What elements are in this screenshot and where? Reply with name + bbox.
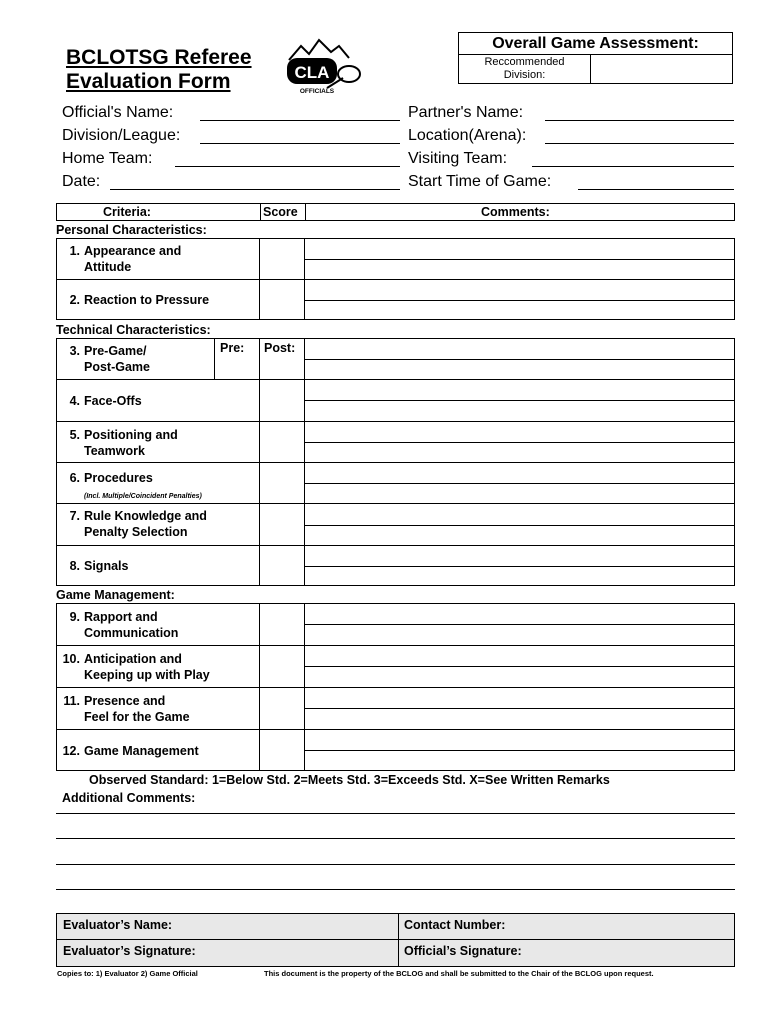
- criterion-6: 6. Procedures (Incl. Multiple/Coincident Penalties): [69, 471, 202, 500]
- criterion-9: 9. Rapport and Communication: [69, 610, 179, 640]
- criterion-11: 11. Presence and Feel for the Game: [63, 694, 190, 724]
- comment-line-4[interactable]: [56, 889, 735, 890]
- signature-table: [56, 913, 735, 967]
- comment-line-3[interactable]: [56, 864, 735, 865]
- score-cell-6[interactable]: [260, 463, 304, 503]
- score-header: Score: [263, 205, 298, 219]
- start-time-field[interactable]: [578, 189, 734, 190]
- score-cell-10[interactable]: [260, 646, 304, 687]
- comments-header: Comments:: [481, 205, 550, 219]
- criteria-header: Criteria:: [103, 205, 151, 219]
- recommended-line2: Division:: [503, 69, 546, 81]
- visiting-team-label: Visiting Team:: [408, 150, 508, 167]
- criterion-8: 8. Signals: [69, 559, 129, 573]
- score-cell-1[interactable]: [260, 239, 304, 279]
- section-personal: Personal Characteristics:: [56, 223, 207, 237]
- form-title-line1: BCLOTSG Referee: [66, 46, 252, 69]
- evaluator-name-label[interactable]: Evaluator’s Name:: [63, 918, 173, 932]
- procedures-note: (Incl. Multiple/Coincident Penalties): [84, 493, 202, 500]
- pre-label: Pre:: [220, 341, 245, 355]
- start-time-label: Start Time of Game:: [408, 173, 552, 190]
- criterion-10: 10. Anticipation and Keeping up with Play: [62, 652, 210, 682]
- copies-note: Copies to: 1) Evaluator 2) Game Official: [57, 969, 198, 978]
- cla-officials-logo: [283, 38, 365, 96]
- partners-name-field[interactable]: [545, 120, 734, 121]
- property-note: This document is the property of the BCLOG and shall be submitted to the Chair of the BCLOG upon request.: [264, 969, 654, 978]
- criterion-1: 1. Appearance and Attitude: [69, 244, 182, 274]
- location-field[interactable]: [545, 143, 734, 144]
- division-league-field[interactable]: [200, 143, 400, 144]
- form-title: [66, 46, 252, 94]
- recommended-line1: Reccommended: [484, 56, 565, 68]
- criterion-4: 4. Face-Offs: [69, 394, 142, 408]
- home-team-field[interactable]: [175, 166, 400, 167]
- criterion-5: 5. Positioning and Teamwork: [69, 428, 178, 458]
- officials-name-label: Official's Name:: [62, 104, 174, 121]
- score-cell-11[interactable]: [260, 688, 304, 729]
- comment-line-2[interactable]: [56, 838, 735, 839]
- section-game: Game Management:: [56, 588, 175, 602]
- score-cell-9[interactable]: [260, 604, 304, 645]
- score-cell-4[interactable]: [260, 380, 304, 421]
- official-signature-label[interactable]: Official’s Signature:: [404, 944, 522, 958]
- overall-assessment-box: [458, 32, 733, 84]
- recommended-division-input[interactable]: [592, 55, 732, 83]
- officials-name-field[interactable]: [200, 120, 400, 121]
- score-legend: Observed Standard: 1=Below Std. 2=Meets Std. 3=Exceeds Std. X=See Written Remarks: [89, 773, 610, 787]
- criterion-3: 3. Pre-Game/ Post-Game: [69, 344, 150, 374]
- contact-number-label[interactable]: Contact Number:: [404, 918, 506, 932]
- evaluator-signature-label[interactable]: Evaluator’s Signature:: [63, 944, 196, 958]
- score-cell-5[interactable]: [260, 422, 304, 462]
- home-team-label: Home Team:: [62, 150, 153, 167]
- division-league-label: Division/League:: [62, 127, 181, 144]
- score-cell-8[interactable]: [260, 546, 304, 585]
- comment-line-1[interactable]: [56, 813, 735, 814]
- post-label: Post:: [264, 341, 296, 355]
- date-label: Date:: [62, 173, 101, 190]
- overall-assessment-heading: Overall Game Assessment:: [459, 33, 732, 55]
- visiting-team-field[interactable]: [532, 166, 734, 167]
- partners-name-label: Partner's Name:: [408, 104, 524, 121]
- score-cell-2[interactable]: [260, 280, 304, 319]
- criterion-7: 7. Rule Knowledge and Penalty Selection: [69, 509, 207, 539]
- logo-subtext: OFFICIALS: [299, 88, 335, 95]
- criterion-2: 2. Reaction to Pressure: [69, 293, 210, 307]
- date-field[interactable]: [110, 189, 400, 190]
- table-header: [56, 203, 735, 221]
- score-cell-12[interactable]: [260, 730, 304, 770]
- section-technical: Technical Characteristics:: [56, 323, 211, 337]
- criterion-12: 12. Game Management: [62, 744, 199, 758]
- score-cell-7[interactable]: [260, 504, 304, 545]
- recommended-division-label: [459, 55, 591, 84]
- logo-text: CLA: [294, 63, 330, 82]
- location-label: Location(Arena):: [408, 127, 527, 144]
- form-title-line2: Evaluation Form: [66, 70, 231, 93]
- additional-comments-label: Additional Comments:: [62, 791, 196, 805]
